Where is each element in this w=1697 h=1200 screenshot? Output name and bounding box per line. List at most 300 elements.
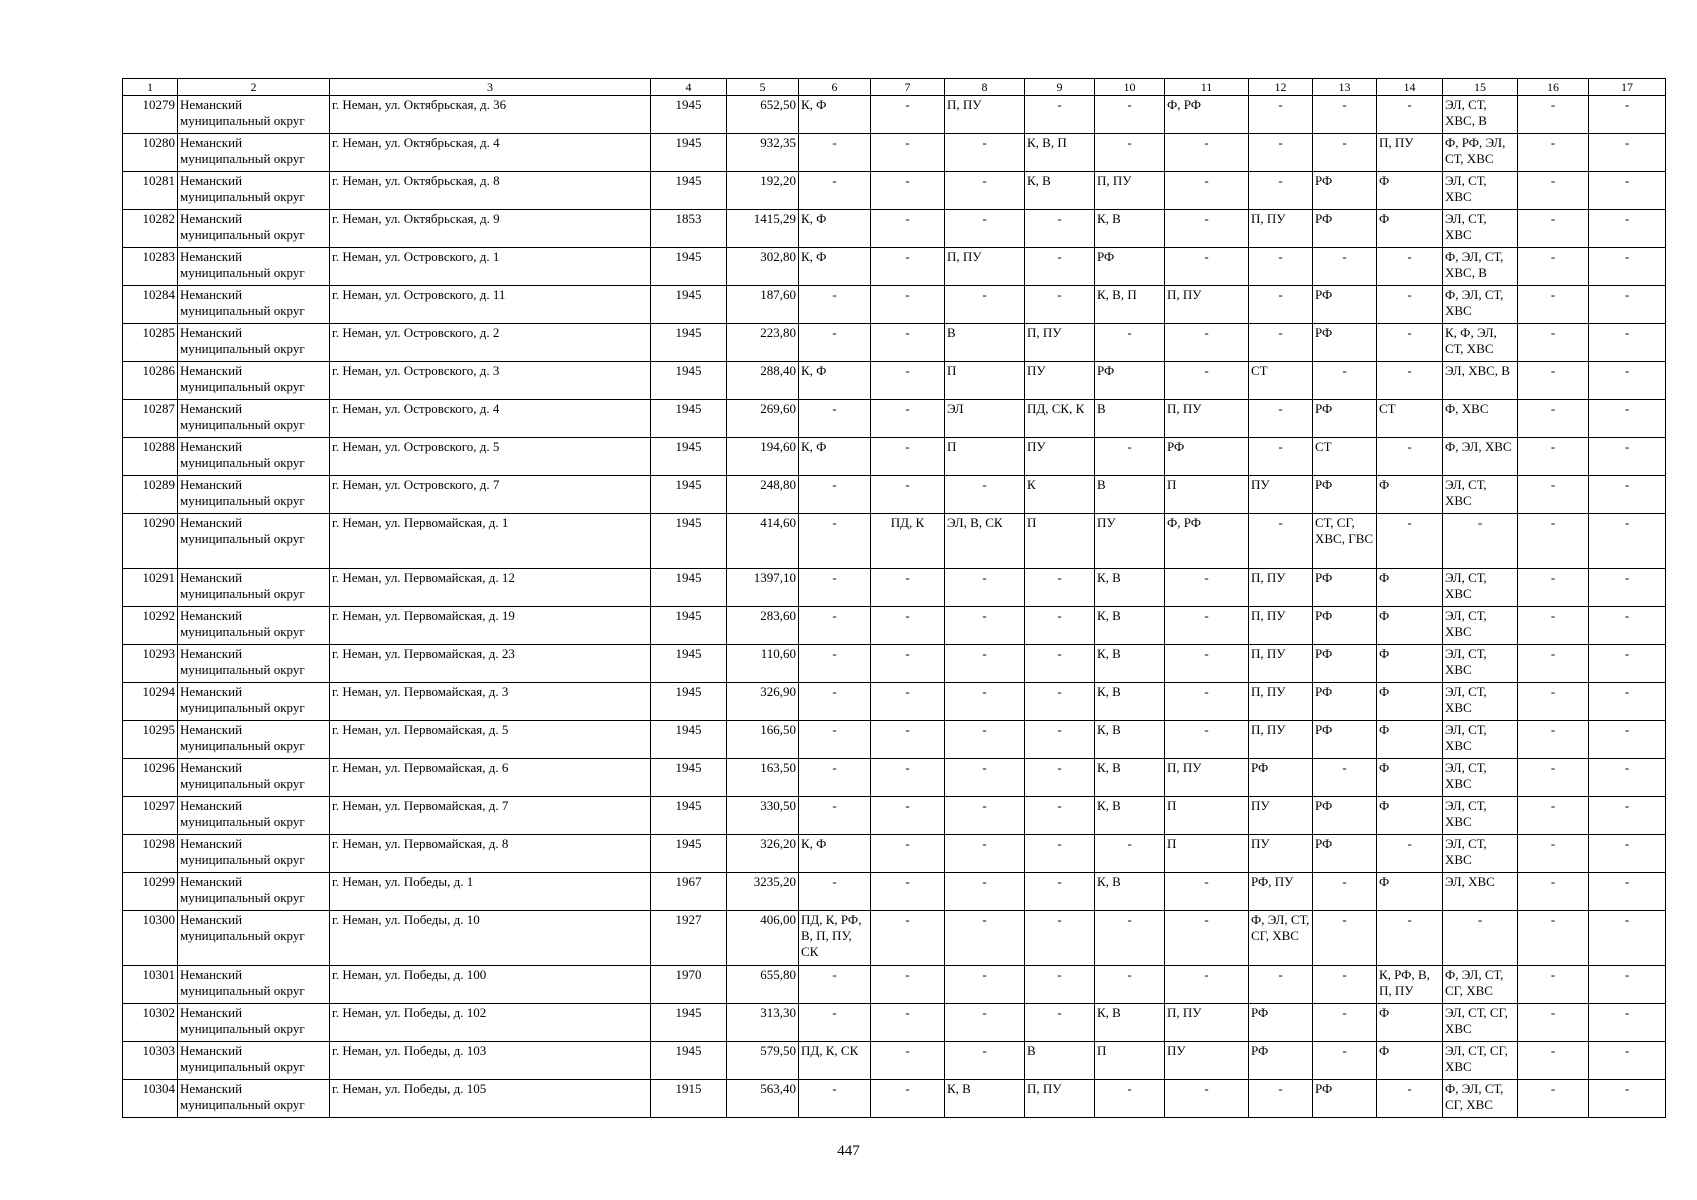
cell-col-11: -: [1165, 248, 1249, 286]
cell-col-9: -: [1025, 1004, 1095, 1042]
cell-col-15: Ф, ХВС: [1443, 400, 1518, 438]
column-number-12: 12: [1249, 79, 1313, 96]
cell-col-1: 10291: [123, 569, 178, 607]
cell-col-12: -: [1249, 324, 1313, 362]
cell-col-1: 10279: [123, 96, 178, 134]
cell-col-6: К, Ф: [799, 438, 871, 476]
cell-col-13: РФ: [1313, 607, 1377, 645]
table-row: [123, 324, 1666, 362]
cell-col-12: РФ, ПУ: [1249, 873, 1313, 911]
cell-col-1: 10294: [123, 683, 178, 721]
cell-col-7: -: [871, 476, 945, 514]
cell-col-8: -: [945, 569, 1025, 607]
cell-col-4: 1945: [651, 1004, 727, 1042]
cell-col-10: -: [1095, 966, 1165, 1004]
cell-col-17: -: [1589, 645, 1666, 683]
cell-col-12: РФ: [1249, 759, 1313, 797]
cell-col-8: -: [945, 835, 1025, 873]
cell-col-17: -: [1589, 1080, 1666, 1118]
cell-col-9: -: [1025, 911, 1095, 966]
table-row: [123, 248, 1666, 286]
cell-col-7: -: [871, 1004, 945, 1042]
cell-col-4: 1945: [651, 476, 727, 514]
cell-col-14: Ф: [1377, 210, 1443, 248]
cell-col-11: -: [1165, 607, 1249, 645]
cell-col-2: Неманский муниципальный округ: [178, 873, 330, 911]
cell-col-16: -: [1518, 362, 1589, 400]
cell-col-10: -: [1095, 1080, 1165, 1118]
cell-col-6: -: [799, 134, 871, 172]
cell-col-11: П: [1165, 835, 1249, 873]
column-number-8: 8: [945, 79, 1025, 96]
cell-col-2: Неманский муниципальный округ: [178, 210, 330, 248]
column-number-9: 9: [1025, 79, 1095, 96]
cell-col-9: -: [1025, 683, 1095, 721]
cell-col-12: -: [1249, 134, 1313, 172]
cell-col-3: г. Неман, ул. Первомайская, д. 19: [330, 607, 651, 645]
cell-col-8: -: [945, 172, 1025, 210]
table-row: [123, 645, 1666, 683]
cell-col-7: -: [871, 911, 945, 966]
cell-col-11: П: [1165, 476, 1249, 514]
cell-col-17: -: [1589, 96, 1666, 134]
cell-col-12: СТ: [1249, 362, 1313, 400]
cell-col-5: 223,80: [727, 324, 799, 362]
cell-col-7: -: [871, 286, 945, 324]
cell-col-3: г. Неман, ул. Первомайская, д. 6: [330, 759, 651, 797]
cell-col-9: ПУ: [1025, 438, 1095, 476]
cell-col-17: -: [1589, 286, 1666, 324]
cell-col-4: 1853: [651, 210, 727, 248]
cell-col-16: -: [1518, 400, 1589, 438]
cell-col-9: -: [1025, 210, 1095, 248]
cell-col-8: -: [945, 911, 1025, 966]
cell-col-4: 1945: [651, 438, 727, 476]
cell-col-11: -: [1165, 683, 1249, 721]
cell-col-5: 652,50: [727, 96, 799, 134]
cell-col-4: 1945: [651, 797, 727, 835]
column-number-14: 14: [1377, 79, 1443, 96]
cell-col-4: 1945: [651, 721, 727, 759]
cell-col-4: 1915: [651, 1080, 727, 1118]
cell-col-9: -: [1025, 248, 1095, 286]
cell-col-7: -: [871, 248, 945, 286]
cell-col-6: -: [799, 607, 871, 645]
page-number: 447: [837, 1143, 860, 1159]
cell-col-2: Неманский муниципальный округ: [178, 96, 330, 134]
cell-col-15: ЭЛ, СТ, ХВС, В: [1443, 96, 1518, 134]
cell-col-2: Неманский муниципальный округ: [178, 797, 330, 835]
cell-col-15: Ф, РФ, ЭЛ, СТ, ХВС: [1443, 134, 1518, 172]
cell-col-6: ПД, К, СК: [799, 1042, 871, 1080]
cell-col-15: Ф, ЭЛ, ХВС: [1443, 438, 1518, 476]
cell-col-11: П, ПУ: [1165, 759, 1249, 797]
cell-col-10: П: [1095, 1042, 1165, 1080]
cell-col-14: СТ: [1377, 400, 1443, 438]
cell-col-8: -: [945, 966, 1025, 1004]
cell-col-8: ЭЛ: [945, 400, 1025, 438]
cell-col-7: -: [871, 966, 945, 1004]
cell-col-16: -: [1518, 286, 1589, 324]
cell-col-5: 579,50: [727, 1042, 799, 1080]
cell-col-17: -: [1589, 1004, 1666, 1042]
cell-col-4: 1945: [651, 683, 727, 721]
cell-col-17: -: [1589, 210, 1666, 248]
cell-col-12: П, ПУ: [1249, 607, 1313, 645]
cell-col-9: В: [1025, 1042, 1095, 1080]
cell-col-13: РФ: [1313, 172, 1377, 210]
cell-col-3: г. Неман, ул. Первомайская, д. 7: [330, 797, 651, 835]
cell-col-15: Ф, ЭЛ, СТ, СГ, ХВС: [1443, 966, 1518, 1004]
table-row: [123, 96, 1666, 134]
cell-col-1: 10285: [123, 324, 178, 362]
cell-col-15: ЭЛ, СТ, ХВС: [1443, 645, 1518, 683]
cell-col-5: 163,50: [727, 759, 799, 797]
cell-col-14: Ф: [1377, 797, 1443, 835]
cell-col-2: Неманский муниципальный округ: [178, 514, 330, 569]
table-row: [123, 476, 1666, 514]
cell-col-13: РФ: [1313, 645, 1377, 683]
cell-col-14: Ф: [1377, 1004, 1443, 1042]
cell-col-15: ЭЛ, СТ, ХВС: [1443, 835, 1518, 873]
cell-col-5: 932,35: [727, 134, 799, 172]
table-row: [123, 1004, 1666, 1042]
cell-col-10: -: [1095, 438, 1165, 476]
cell-col-13: РФ: [1313, 569, 1377, 607]
cell-col-12: РФ: [1249, 1042, 1313, 1080]
cell-col-8: -: [945, 134, 1025, 172]
cell-col-4: 1967: [651, 873, 727, 911]
table-row: [123, 286, 1666, 324]
cell-col-5: 166,50: [727, 721, 799, 759]
cell-col-17: -: [1589, 1042, 1666, 1080]
cell-col-15: ЭЛ, СТ, ХВС: [1443, 210, 1518, 248]
cell-col-12: ПУ: [1249, 835, 1313, 873]
cell-col-7: -: [871, 96, 945, 134]
cell-col-12: -: [1249, 286, 1313, 324]
cell-col-15: ЭЛ, СТ, ХВС: [1443, 607, 1518, 645]
cell-col-3: г. Неман, ул. Первомайская, д. 12: [330, 569, 651, 607]
cell-col-10: К, В: [1095, 721, 1165, 759]
cell-col-13: РФ: [1313, 721, 1377, 759]
cell-col-14: -: [1377, 1080, 1443, 1118]
cell-col-3: г. Неман, ул. Островского, д. 2: [330, 324, 651, 362]
cell-col-8: -: [945, 286, 1025, 324]
cell-col-7: -: [871, 569, 945, 607]
cell-col-7: ПД, К: [871, 514, 945, 569]
cell-col-1: 10298: [123, 835, 178, 873]
cell-col-16: -: [1518, 96, 1589, 134]
cell-col-17: -: [1589, 172, 1666, 210]
cell-col-8: -: [945, 759, 1025, 797]
cell-col-14: -: [1377, 96, 1443, 134]
cell-col-5: 192,20: [727, 172, 799, 210]
cell-col-15: Ф, ЭЛ, СТ, ХВС: [1443, 286, 1518, 324]
cell-col-13: РФ: [1313, 797, 1377, 835]
cell-col-16: -: [1518, 438, 1589, 476]
cell-col-6: К, Ф: [799, 210, 871, 248]
column-number-16: 16: [1518, 79, 1589, 96]
column-number-2: 2: [178, 79, 330, 96]
cell-col-1: 10293: [123, 645, 178, 683]
cell-col-2: Неманский муниципальный округ: [178, 721, 330, 759]
cell-col-1: 10286: [123, 362, 178, 400]
cell-col-15: ЭЛ, СТ, ХВС: [1443, 759, 1518, 797]
cell-col-16: -: [1518, 797, 1589, 835]
table-row: [123, 683, 1666, 721]
column-number-15: 15: [1443, 79, 1518, 96]
cell-col-11: -: [1165, 362, 1249, 400]
cell-col-9: -: [1025, 721, 1095, 759]
cell-col-17: -: [1589, 683, 1666, 721]
cell-col-9: -: [1025, 873, 1095, 911]
cell-col-8: -: [945, 607, 1025, 645]
cell-col-7: -: [871, 1042, 945, 1080]
cell-col-8: П, ПУ: [945, 248, 1025, 286]
cell-col-7: -: [871, 683, 945, 721]
cell-col-14: Ф: [1377, 873, 1443, 911]
cell-col-2: Неманский муниципальный округ: [178, 476, 330, 514]
cell-col-13: СТ, СГ, ХВС, ГВС: [1313, 514, 1377, 569]
table-row: [123, 1080, 1666, 1118]
cell-col-5: 563,40: [727, 1080, 799, 1118]
cell-col-2: Неманский муниципальный округ: [178, 607, 330, 645]
cell-col-11: -: [1165, 210, 1249, 248]
cell-col-4: 1945: [651, 134, 727, 172]
cell-col-3: г. Неман, ул. Октябрьская, д. 9: [330, 210, 651, 248]
cell-col-5: 302,80: [727, 248, 799, 286]
cell-col-17: -: [1589, 324, 1666, 362]
cell-col-1: 10283: [123, 248, 178, 286]
cell-col-13: РФ: [1313, 400, 1377, 438]
cell-col-17: -: [1589, 911, 1666, 966]
cell-col-17: -: [1589, 400, 1666, 438]
cell-col-14: Ф: [1377, 476, 1443, 514]
cell-col-1: 10304: [123, 1080, 178, 1118]
cell-col-16: -: [1518, 721, 1589, 759]
cell-col-16: -: [1518, 1042, 1589, 1080]
cell-col-1: 10302: [123, 1004, 178, 1042]
cell-col-1: 10290: [123, 514, 178, 569]
cell-col-3: г. Неман, ул. Островского, д. 3: [330, 362, 651, 400]
cell-col-3: г. Неман, ул. Островского, д. 1: [330, 248, 651, 286]
cell-col-9: -: [1025, 759, 1095, 797]
cell-col-6: -: [799, 645, 871, 683]
cell-col-10: К, В: [1095, 569, 1165, 607]
cell-col-15: ЭЛ, СТ, ХВС: [1443, 569, 1518, 607]
cell-col-3: г. Неман, ул. Октябрьская, д. 4: [330, 134, 651, 172]
table-row: [123, 759, 1666, 797]
cell-col-7: -: [871, 607, 945, 645]
cell-col-17: -: [1589, 966, 1666, 1004]
cell-col-10: -: [1095, 835, 1165, 873]
cell-col-6: -: [799, 966, 871, 1004]
cell-col-11: -: [1165, 134, 1249, 172]
cell-col-11: Ф, РФ: [1165, 514, 1249, 569]
cell-col-16: -: [1518, 835, 1589, 873]
cell-col-12: -: [1249, 96, 1313, 134]
cell-col-2: Неманский муниципальный округ: [178, 286, 330, 324]
cell-col-12: -: [1249, 438, 1313, 476]
cell-col-2: Неманский муниципальный округ: [178, 438, 330, 476]
cell-col-14: Ф: [1377, 172, 1443, 210]
cell-col-16: -: [1518, 607, 1589, 645]
cell-col-5: 1415,29: [727, 210, 799, 248]
cell-col-10: В: [1095, 400, 1165, 438]
cell-col-14: К, РФ, В, П, ПУ: [1377, 966, 1443, 1004]
cell-col-8: -: [945, 721, 1025, 759]
cell-col-5: 283,60: [727, 607, 799, 645]
cell-col-12: -: [1249, 1080, 1313, 1118]
cell-col-1: 10282: [123, 210, 178, 248]
cell-col-3: г. Неман, ул. Победы, д. 102: [330, 1004, 651, 1042]
cell-col-17: -: [1589, 873, 1666, 911]
table-row: [123, 569, 1666, 607]
table-row: [123, 911, 1666, 966]
cell-col-11: -: [1165, 721, 1249, 759]
cell-col-6: К, Ф: [799, 248, 871, 286]
cell-col-14: Ф: [1377, 569, 1443, 607]
cell-col-13: -: [1313, 134, 1377, 172]
cell-col-5: 414,60: [727, 514, 799, 569]
cell-col-12: РФ: [1249, 1004, 1313, 1042]
cell-col-14: Ф: [1377, 1042, 1443, 1080]
cell-col-11: П: [1165, 797, 1249, 835]
cell-col-14: Ф: [1377, 721, 1443, 759]
cell-col-3: г. Неман, ул. Островского, д. 4: [330, 400, 651, 438]
cell-col-12: -: [1249, 248, 1313, 286]
cell-col-7: -: [871, 134, 945, 172]
cell-col-12: Ф, ЭЛ, СТ, СГ, ХВС: [1249, 911, 1313, 966]
cell-col-14: Ф: [1377, 607, 1443, 645]
cell-col-16: -: [1518, 966, 1589, 1004]
cell-col-6: К, Ф: [799, 362, 871, 400]
cell-col-16: -: [1518, 759, 1589, 797]
column-number-11: 11: [1165, 79, 1249, 96]
cell-col-16: -: [1518, 210, 1589, 248]
cell-col-1: 10301: [123, 966, 178, 1004]
cell-col-16: -: [1518, 1004, 1589, 1042]
cell-col-11: ПУ: [1165, 1042, 1249, 1080]
cell-col-13: -: [1313, 1042, 1377, 1080]
cell-col-4: 1945: [651, 514, 727, 569]
cell-col-6: -: [799, 476, 871, 514]
cell-col-6: -: [799, 683, 871, 721]
cell-col-12: ПУ: [1249, 476, 1313, 514]
cell-col-3: г. Неман, ул. Октябрьская, д. 36: [330, 96, 651, 134]
cell-col-17: -: [1589, 438, 1666, 476]
cell-col-5: 3235,20: [727, 873, 799, 911]
cell-col-5: 110,60: [727, 645, 799, 683]
cell-col-11: П, ПУ: [1165, 400, 1249, 438]
table-row: [123, 172, 1666, 210]
cell-col-14: П, ПУ: [1377, 134, 1443, 172]
cell-col-9: -: [1025, 286, 1095, 324]
cell-col-13: -: [1313, 248, 1377, 286]
cell-col-10: В: [1095, 476, 1165, 514]
cell-col-6: К, Ф: [799, 96, 871, 134]
cell-col-10: РФ: [1095, 362, 1165, 400]
cell-col-9: -: [1025, 835, 1095, 873]
cell-col-13: РФ: [1313, 476, 1377, 514]
cell-col-2: Неманский муниципальный округ: [178, 324, 330, 362]
cell-col-13: РФ: [1313, 324, 1377, 362]
cell-col-13: -: [1313, 1004, 1377, 1042]
cell-col-5: 326,20: [727, 835, 799, 873]
cell-col-1: 10280: [123, 134, 178, 172]
cell-col-3: г. Неман, ул. Островского, д. 5: [330, 438, 651, 476]
cell-col-4: 1945: [651, 248, 727, 286]
cell-col-5: 326,90: [727, 683, 799, 721]
objects-table: [122, 78, 1666, 1118]
cell-col-2: Неманский муниципальный округ: [178, 569, 330, 607]
cell-col-1: 10287: [123, 400, 178, 438]
cell-col-10: -: [1095, 134, 1165, 172]
table-row: [123, 362, 1666, 400]
cell-col-10: -: [1095, 96, 1165, 134]
cell-col-9: -: [1025, 966, 1095, 1004]
cell-col-8: -: [945, 797, 1025, 835]
cell-col-9: П, ПУ: [1025, 324, 1095, 362]
cell-col-1: 10296: [123, 759, 178, 797]
cell-col-13: СТ: [1313, 438, 1377, 476]
cell-col-15: К, Ф, ЭЛ, СТ, ХВС: [1443, 324, 1518, 362]
cell-col-7: -: [871, 172, 945, 210]
cell-col-5: 406,00: [727, 911, 799, 966]
cell-col-13: РФ: [1313, 1080, 1377, 1118]
cell-col-4: 1945: [651, 759, 727, 797]
cell-col-5: 313,30: [727, 1004, 799, 1042]
cell-col-1: 10281: [123, 172, 178, 210]
cell-col-7: -: [871, 1080, 945, 1118]
cell-col-9: -: [1025, 569, 1095, 607]
cell-col-11: П, ПУ: [1165, 1004, 1249, 1042]
cell-col-4: 1945: [651, 172, 727, 210]
cell-col-6: -: [799, 1080, 871, 1118]
cell-col-17: -: [1589, 248, 1666, 286]
cell-col-4: 1945: [651, 569, 727, 607]
cell-col-7: -: [871, 400, 945, 438]
cell-col-1: 10299: [123, 873, 178, 911]
cell-col-1: 10284: [123, 286, 178, 324]
cell-col-15: ЭЛ, ХВС, В: [1443, 362, 1518, 400]
cell-col-3: г. Неман, ул. Октябрьская, д. 8: [330, 172, 651, 210]
cell-col-8: П: [945, 362, 1025, 400]
cell-col-16: -: [1518, 324, 1589, 362]
cell-col-4: 1945: [651, 362, 727, 400]
cell-col-9: ПД, СК, К: [1025, 400, 1095, 438]
cell-col-8: -: [945, 210, 1025, 248]
cell-col-6: -: [799, 873, 871, 911]
cell-col-4: 1945: [651, 645, 727, 683]
cell-col-11: -: [1165, 569, 1249, 607]
cell-col-13: -: [1313, 96, 1377, 134]
cell-col-11: П, ПУ: [1165, 286, 1249, 324]
cell-col-7: -: [871, 362, 945, 400]
cell-col-4: 1945: [651, 96, 727, 134]
cell-col-16: -: [1518, 873, 1589, 911]
cell-col-3: г. Неман, ул. Победы, д. 100: [330, 966, 651, 1004]
cell-col-7: -: [871, 438, 945, 476]
cell-col-12: П, ПУ: [1249, 721, 1313, 759]
cell-col-9: К, В: [1025, 172, 1095, 210]
table-row: [123, 835, 1666, 873]
cell-col-13: -: [1313, 759, 1377, 797]
cell-col-14: -: [1377, 324, 1443, 362]
table-row: [123, 966, 1666, 1004]
cell-col-12: П, ПУ: [1249, 645, 1313, 683]
column-number-5: 5: [727, 79, 799, 96]
